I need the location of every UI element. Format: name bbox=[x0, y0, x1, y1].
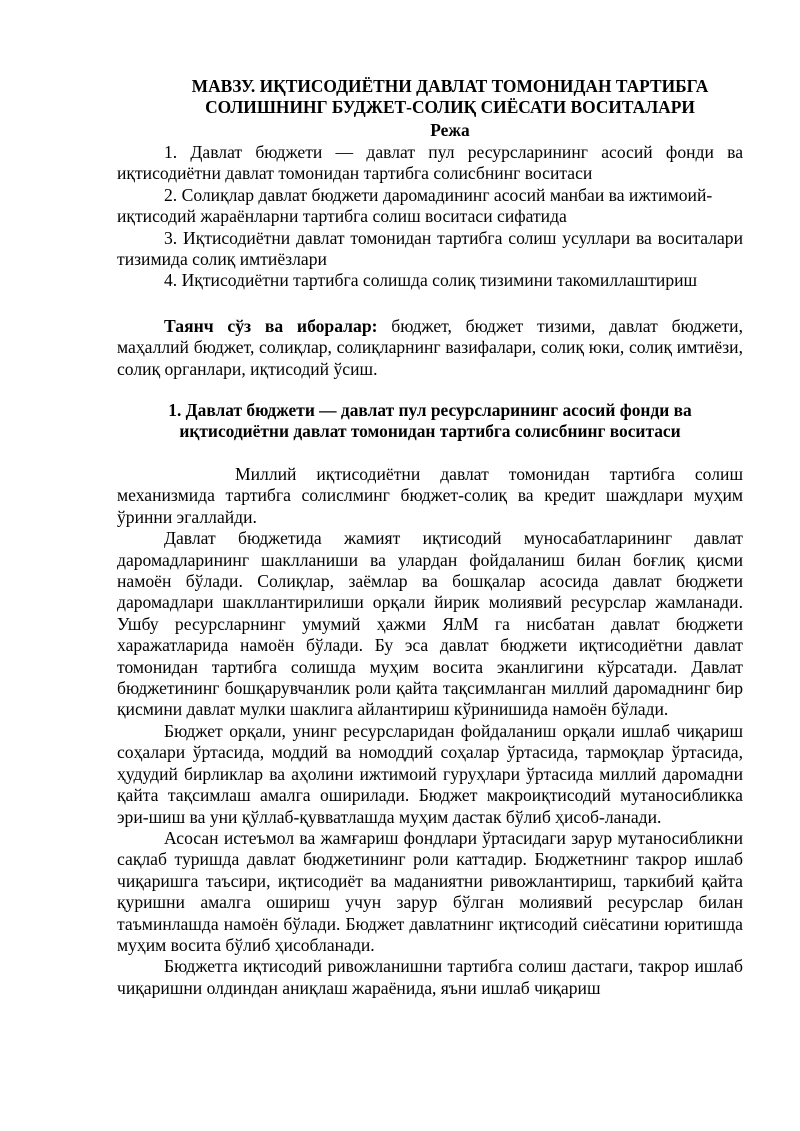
plan-list bbox=[117, 142, 743, 292]
plan-item-3: 3. Иқтисодиётни давлат томонидан тартибга солиш усуллари ва воситалари тизимида солиқ имтиёзлари bbox=[117, 227, 743, 270]
title-line-1: МАВЗУ. ИҚТИСОДИЁТНИ ДАВЛАТ ТОМОНИДАН ТАРТИБГА bbox=[191, 76, 709, 96]
plan-item-1: 1. Давлат бюджети — давлат пул ресурсларининг асосий фонди ва иқтисодиётни давлат томонидан тартибга солисбнинг воситаси bbox=[117, 142, 743, 184]
body-paragraph-2: Давлат бюджетида жамият иқтисодий муносабатларининг давлат даромадларининг шаклланиши ва улардан фойдаланиш билан боғлиқ қисми намоён бўлади. Солиқлар, заёмлар ва бошқалар асосида давлат бюджети даромадлари шакллантирилиши орқали йирик молиявий ресурслар жамланади. Ушбу ресурсларнинг умумий ҳажми ЯлМ га нисбатан давлат бюджети харажатларида намоён бўлади. Бу эса давлат бюджети иқтисодиётни давлат томонидан тартибга солишда муҳим восита эканлигини кўрсатади. Давлат бюджетининг бошқарувчанлик роли қайта тақсимланган миллий даромаднинг бир қисмини давлат мулки шаклига айлантириш кўринишида намоён бўлади. bbox=[117, 528, 743, 720]
keywords-paragraph bbox=[117, 316, 743, 380]
body-paragraph-5: Бюджетга иқтисодий ривожланишни тартибга солиш дастаги, такрор ишлаб чиқаришни олдиндан аниқлаш жараёнида, яъни ишлаб чиқариш bbox=[117, 956, 743, 998]
body-paragraph-1: Миллий иқтисодиётни давлат томонидан тартибга солиш механизмида тартибга солислминг бюджет-солиқ ва кредит шаждлари муҳим ўринни эгаллайди. bbox=[117, 464, 743, 527]
document-title bbox=[100, 76, 800, 118]
section-1-heading: 1. Давлат бюджети — давлат пул ресурсларининг асосий фонди ва иқтисодиётни давлат томонидан тартибга солисбнинг воситаси bbox=[168, 400, 692, 442]
plan-item-4: 4. Иқтисодиётни тартибга солишда солиқ тизимини такомиллаштириш bbox=[164, 270, 698, 291]
keywords-label: Таянч сўз ва иборалар: bbox=[164, 316, 378, 336]
title-line-2: СОЛИШНИНГ БУДЖЕТ-СОЛИҚ СИЁСАТИ ВОСИТАЛАРИ bbox=[205, 97, 695, 117]
section-1-body bbox=[117, 464, 743, 999]
body-paragraph-4: Асосан истеъмол ва жамғариш фондлари ўртасидаги зарур мутаносибликни сақлаб туришда давлат бюджетининг роли каттадир. Бюджетнинг такрор ишлаб чиқаришга таъсири, иқтисодиёт ва маданиятни ривожлантириш, таркибий қайта қуришни амалга ошириш учун зарур бўлган молиявий ресурслар билан таъминлашда намоён бўлади. Бюджет давлатнинг иқтисодий сиёсатини юритишда муҳим восита бўлиб ҳисобланади. bbox=[117, 827, 743, 955]
keywords-text: бюджет, бюджет тизими, давлат бюджети, маҳаллий бюджет, солиқлар, солиқларнинг вазифалари, солиқ юки, солиқ имтиёзи, солиқ органлари, иқтисодий ўсиш. bbox=[117, 316, 743, 379]
plan-heading: Режа bbox=[430, 120, 470, 140]
plan-item-2: 2. Солиқлар давлат бюджети даромадининг асосий манбаи ва ижтимоий-иқтисодий жараёнларни тартибга солиш воситаси сифатида bbox=[117, 184, 713, 227]
body-paragraph-3: Бюджет орқали, унинг ресурсларидан фойдаланиш орқали ишлаб чиқариш соҳалари ўртасида, моддий ва номоддий соҳалар ўртасида, тармоқлар ўртасида, ҳудудий бирликлар ва аҳолини ижтимоий гуруҳлари ўртасида миллий даромадни қайта тақсимлаш амалга оширилади. Бюджет макроиқтисодий мутаносибликка эри-шиш ва уни қўллаб-қувватлашда муҳим дастак бўлиб ҳисоб-ланади. bbox=[117, 720, 743, 827]
